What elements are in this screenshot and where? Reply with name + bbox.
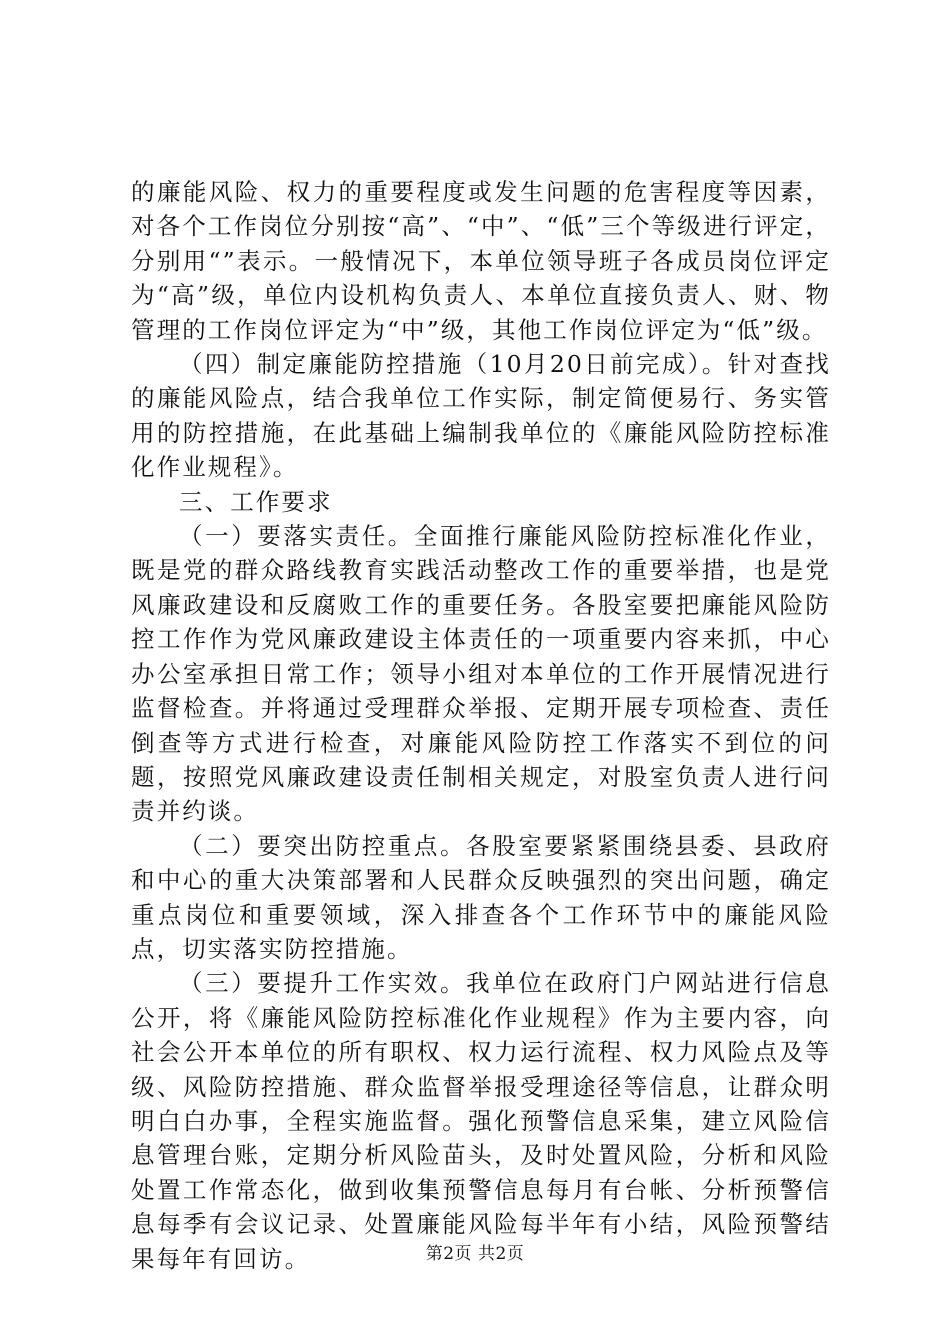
paragraph-continued: 的廉能风险、权力的重要程度或发生问题的危害程度等因素，对各个工作岗位分别按“高”、“中”、“低”三个等级进行评定，分别用“”表示。一般情况下，本单位领导班子各成员岗位评定为“高”级，单位内设机构负责人、本单位直接负责人、财、物管理的工作岗位评定为“中”级，其他工作岗位评定为“低”级。 [131,178,831,344]
paragraph-requirement-2: （二）要突出防控重点。各股室要紧紧围绕县委、县政府和中心的重大决策部署和人民群众反映强烈的突出问题，确定重点岗位和重要领域，深入排查各个工作环节中的廉能风险点，切实落实防控措施。 [131,831,831,963]
document-body [131,175,831,1276]
paragraph-requirement-1: （一）要落实责任。全面推行廉能风险防控标准化作业，既是党的群众路线教育实践活动整改工作的重要举措，也是党风廉政建设和反腐败工作的重要任务。各股室要把廉能风险防控工作作为党风廉政建设主体责任的一项重要内容来抓，中心办公室承担日常工作；领导小组对本单位的工作开展情况进行监督检查。并将通过受理群众举报、定期开展专项检查、责任倒查等方式进行检查，对廉能风险防控工作落实不到位的问题，按照党风廉政建设责任制相关规定，对股室负责人进行问责并约谈。 [131,522,831,826]
heading-work-requirements: 三、工作要求 [179,487,333,516]
paragraph-section-4: （四）制定廉能防控措施（10月20日前完成）。针对查找的廉能风险点，结合我单位工作实际，制定简便易行、务实管用的防控措施，在此基础上编制我单位的《廉能风险防控标准化作业规程》。 [131,350,831,482]
paragraph-requirement-3: （三）要提升工作实效。我单位在政府门户网站进行信息公开，将《廉能风险防控标准化作业规程》作为主要内容，向社会公开本单位的所有职权、权力运行流程、权力风险点及等级、风险防控措施、群众监督举报受理途径等信息，让群众明明白白办事，全程实施监督。强化预警信息采集，建立风险信息管理台账，定期分析风险苗头，及时处置风险，分析和风险处置工作常态化，做到收集预警信息每月有台帐、分析预警信息每季有会议记录、处置廉能风险每半年有小结，风险预警结果每年有回访。 [131,969,831,1273]
page-number-label: 第2页 共2页 [425,1244,525,1264]
page-footer [0,1243,950,1265]
